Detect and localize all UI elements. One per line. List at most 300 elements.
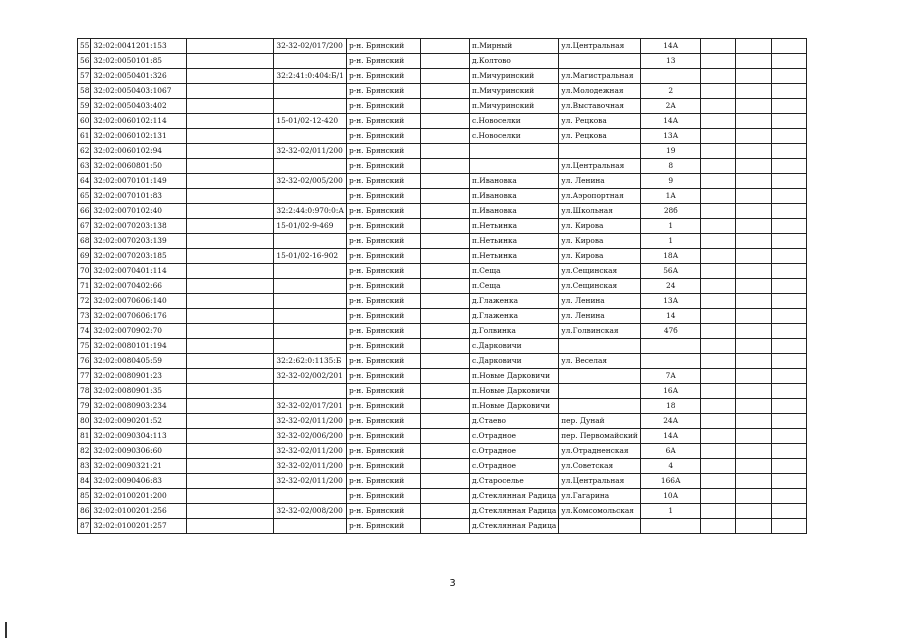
cell-empty-cell <box>420 429 469 444</box>
old-number-cell <box>187 264 274 279</box>
cell-empty-cell <box>420 384 469 399</box>
cadastral-number-cell: 32:02:0050101:85 <box>91 54 187 69</box>
street-cell <box>559 519 641 534</box>
cell-extra-1-cell <box>701 39 736 54</box>
settlement-cell: п.Новые Дарковичи <box>469 384 558 399</box>
cell-extra-2-cell <box>736 384 772 399</box>
row-number-cell: 69 <box>78 249 91 264</box>
registration-number-cell <box>274 189 347 204</box>
cell-extra-2-cell <box>736 99 772 114</box>
row-number-cell: 62 <box>78 144 91 159</box>
district-cell: р-н. Брянский <box>346 489 420 504</box>
district-cell: р-н. Брянский <box>346 54 420 69</box>
registration-number-cell <box>274 99 347 114</box>
settlement-cell: п.Ивановка <box>469 174 558 189</box>
settlement-cell: п.Нетьинка <box>469 249 558 264</box>
row-number-cell: 81 <box>78 429 91 444</box>
settlement-cell: д.Колтово <box>469 54 558 69</box>
row-number-cell: 73 <box>78 309 91 324</box>
settlement-cell: п.Мичуринский <box>469 99 558 114</box>
house-number-cell: 8 <box>641 159 701 174</box>
registration-number-cell <box>274 309 347 324</box>
street-cell: ул. Кирова <box>559 219 641 234</box>
cell-extra-1-cell <box>701 144 736 159</box>
cell-extra-3-cell <box>772 69 807 84</box>
row-number-cell: 86 <box>78 504 91 519</box>
cell-extra-2-cell <box>736 519 772 534</box>
old-number-cell <box>187 489 274 504</box>
cell-empty-cell <box>420 474 469 489</box>
district-cell: р-н. Брянский <box>346 84 420 99</box>
scan-edge-mark <box>5 622 7 638</box>
street-cell: ул.Голвинская <box>559 324 641 339</box>
old-number-cell <box>187 369 274 384</box>
table-row <box>78 39 807 54</box>
cadastral-number-cell: 32:02:0090306:60 <box>91 444 187 459</box>
row-number-cell: 75 <box>78 339 91 354</box>
street-cell <box>559 384 641 399</box>
cell-empty-cell <box>420 324 469 339</box>
street-cell: ул. Рецкова <box>559 129 641 144</box>
settlement-cell: с.Новоселки <box>469 129 558 144</box>
settlement-cell: с.Отрадное <box>469 429 558 444</box>
settlement-cell: д.Стеклянная Радица <box>469 489 558 504</box>
row-number-cell: 68 <box>78 234 91 249</box>
row-number-cell: 65 <box>78 189 91 204</box>
cadastral-number-cell: 32:02:0050403:402 <box>91 99 187 114</box>
street-cell: ул.Центральная <box>559 474 641 489</box>
cell-extra-3-cell <box>772 264 807 279</box>
old-number-cell <box>187 144 274 159</box>
cadastral-number-cell: 32:02:0070606:176 <box>91 309 187 324</box>
cell-extra-3-cell <box>772 219 807 234</box>
cell-extra-2-cell <box>736 69 772 84</box>
cell-extra-3-cell <box>772 399 807 414</box>
registration-number-cell: 32-32-02/008/200 <box>274 504 347 519</box>
street-cell: пер. Дунай <box>559 414 641 429</box>
cadastral-number-cell: 32:02:0070606:140 <box>91 294 187 309</box>
registration-number-cell <box>274 519 347 534</box>
cadastral-number-cell: 32:02:0050401:326 <box>91 69 187 84</box>
street-cell: ул.Центральная <box>559 159 641 174</box>
cadastral-number-cell: 32:02:0080101:194 <box>91 339 187 354</box>
district-cell: р-н. Брянский <box>346 264 420 279</box>
cell-extra-1-cell <box>701 369 736 384</box>
house-number-cell: 13А <box>641 294 701 309</box>
district-cell: р-н. Брянский <box>346 459 420 474</box>
settlement-cell: п.Сеща <box>469 279 558 294</box>
registration-number-cell: 32-32-02/011/200 <box>274 474 347 489</box>
cell-extra-2-cell <box>736 39 772 54</box>
cell-extra-2-cell <box>736 339 772 354</box>
cell-extra-3-cell <box>772 129 807 144</box>
table-row <box>78 459 807 474</box>
cadastral-number-cell: 32:02:0060102:131 <box>91 129 187 144</box>
cadastral-number-cell: 32:02:0090201:52 <box>91 414 187 429</box>
table-row <box>78 144 807 159</box>
row-number-cell: 79 <box>78 399 91 414</box>
cadastral-number-cell: 32:02:0060102:94 <box>91 144 187 159</box>
district-cell: р-н. Брянский <box>346 294 420 309</box>
cell-extra-1-cell <box>701 279 736 294</box>
cell-extra-1-cell <box>701 69 736 84</box>
old-number-cell <box>187 84 274 99</box>
cell-extra-1-cell <box>701 444 736 459</box>
cell-empty-cell <box>420 294 469 309</box>
cell-extra-2-cell <box>736 369 772 384</box>
cadastral-number-cell: 32:02:0070402:66 <box>91 279 187 294</box>
cadastral-number-cell: 32:02:0070102:40 <box>91 204 187 219</box>
old-number-cell <box>187 519 274 534</box>
cell-extra-2-cell <box>736 504 772 519</box>
cadastral-number-cell: 32:02:0090406:83 <box>91 474 187 489</box>
cell-extra-2-cell <box>736 444 772 459</box>
old-number-cell <box>187 339 274 354</box>
registration-number-cell: 32-32-02/002/201 <box>274 369 347 384</box>
cadastral-number-cell: 32:02:0050403:1067 <box>91 84 187 99</box>
cell-extra-1-cell <box>701 354 736 369</box>
district-cell: р-н. Брянский <box>346 399 420 414</box>
cell-empty-cell <box>420 519 469 534</box>
row-number-cell: 66 <box>78 204 91 219</box>
old-number-cell <box>187 234 274 249</box>
registration-number-cell: 32-32-02/005/200 <box>274 174 347 189</box>
settlement-cell: д.Глаженка <box>469 309 558 324</box>
cell-extra-3-cell <box>772 234 807 249</box>
cell-extra-2-cell <box>736 159 772 174</box>
table-row <box>78 234 807 249</box>
cell-empty-cell <box>420 489 469 504</box>
cadastral-number-cell: 32:02:0070101:149 <box>91 174 187 189</box>
old-number-cell <box>187 459 274 474</box>
table-row <box>78 114 807 129</box>
cadastral-number-cell: 32:02:0070401:114 <box>91 264 187 279</box>
cell-extra-1-cell <box>701 399 736 414</box>
old-number-cell <box>187 444 274 459</box>
table-row <box>78 294 807 309</box>
cell-extra-3-cell <box>772 444 807 459</box>
cell-extra-2-cell <box>736 309 772 324</box>
settlement-cell: с.Отрадное <box>469 459 558 474</box>
cell-extra-3-cell <box>772 324 807 339</box>
cadastral-number-cell: 32:02:0080901:35 <box>91 384 187 399</box>
old-number-cell <box>187 159 274 174</box>
row-number-cell: 76 <box>78 354 91 369</box>
house-number-cell: 28б <box>641 204 701 219</box>
table-row <box>78 384 807 399</box>
house-number-cell: 14А <box>641 39 701 54</box>
settlement-cell: п.Мичуринский <box>469 69 558 84</box>
registration-number-cell <box>274 339 347 354</box>
cell-empty-cell <box>420 84 469 99</box>
row-number-cell: 78 <box>78 384 91 399</box>
old-number-cell <box>187 54 274 69</box>
settlement-cell <box>469 159 558 174</box>
house-number-cell: 4 <box>641 459 701 474</box>
cell-extra-3-cell <box>772 189 807 204</box>
cell-extra-2-cell <box>736 474 772 489</box>
cell-extra-2-cell <box>736 489 772 504</box>
settlement-cell: д.Стаево <box>469 414 558 429</box>
row-number-cell: 58 <box>78 84 91 99</box>
street-cell: ул.Школьная <box>559 204 641 219</box>
table-row <box>78 324 807 339</box>
table-row <box>78 504 807 519</box>
cell-extra-3-cell <box>772 504 807 519</box>
house-number-cell: 10А <box>641 489 701 504</box>
cadastral-number-cell: 32:02:0080405:59 <box>91 354 187 369</box>
registration-number-cell: 32-32-02/017/200 <box>274 39 347 54</box>
street-cell <box>559 369 641 384</box>
cadastral-number-cell: 32:02:0090321:21 <box>91 459 187 474</box>
district-cell: р-н. Брянский <box>346 504 420 519</box>
cell-empty-cell <box>420 369 469 384</box>
street-cell: ул.Комсомольская <box>559 504 641 519</box>
house-number-cell: 14А <box>641 114 701 129</box>
cadastral-number-cell: 32:02:0080903:234 <box>91 399 187 414</box>
old-number-cell <box>187 504 274 519</box>
cell-extra-3-cell <box>772 339 807 354</box>
registration-number-cell <box>274 54 347 69</box>
house-number-cell: 14А <box>641 429 701 444</box>
house-number-cell: 1А <box>641 189 701 204</box>
old-number-cell <box>187 309 274 324</box>
house-number-cell: 13А <box>641 129 701 144</box>
cell-extra-3-cell <box>772 369 807 384</box>
table-row <box>78 84 807 99</box>
page-number: 3 <box>449 578 456 589</box>
cell-empty-cell <box>420 204 469 219</box>
cell-extra-3-cell <box>772 519 807 534</box>
house-number-cell: 2 <box>641 84 701 99</box>
row-number-cell: 60 <box>78 114 91 129</box>
house-number-cell <box>641 69 701 84</box>
cell-empty-cell <box>420 339 469 354</box>
cell-empty-cell <box>420 129 469 144</box>
table-row <box>78 429 807 444</box>
district-cell: р-н. Брянский <box>346 39 420 54</box>
cell-extra-1-cell <box>701 474 736 489</box>
house-number-cell: 47б <box>641 324 701 339</box>
house-number-cell: 24А <box>641 414 701 429</box>
district-cell: р-н. Брянский <box>346 444 420 459</box>
row-number-cell: 64 <box>78 174 91 189</box>
cell-extra-1-cell <box>701 504 736 519</box>
district-cell: р-н. Брянский <box>346 384 420 399</box>
table-row <box>78 339 807 354</box>
cell-extra-1-cell <box>701 519 736 534</box>
settlement-cell: д.Староселье <box>469 474 558 489</box>
settlement-cell: п.Сеща <box>469 264 558 279</box>
street-cell <box>559 54 641 69</box>
cell-extra-3-cell <box>772 39 807 54</box>
street-cell: пер. Первомайский <box>559 429 641 444</box>
cell-extra-2-cell <box>736 174 772 189</box>
cadastral-number-cell: 32:02:0041201:153 <box>91 39 187 54</box>
cell-extra-3-cell <box>772 354 807 369</box>
cadastral-number-cell: 32:02:0070902:70 <box>91 324 187 339</box>
registration-number-cell <box>274 384 347 399</box>
cell-extra-2-cell <box>736 279 772 294</box>
house-number-cell <box>641 339 701 354</box>
cell-extra-3-cell <box>772 249 807 264</box>
cell-empty-cell <box>420 459 469 474</box>
settlement-cell: п.Ивановка <box>469 189 558 204</box>
table-row <box>78 489 807 504</box>
cadastral-number-cell: 32:02:0080901:23 <box>91 369 187 384</box>
table-row <box>78 54 807 69</box>
old-number-cell <box>187 114 274 129</box>
cell-empty-cell <box>420 189 469 204</box>
table-row <box>78 219 807 234</box>
cell-extra-2-cell <box>736 219 772 234</box>
table-row <box>78 174 807 189</box>
settlement-cell: д.Глаженка <box>469 294 558 309</box>
registration-number-cell <box>274 264 347 279</box>
old-number-cell <box>187 204 274 219</box>
registration-number-cell: 32-32-02/017/201 <box>274 399 347 414</box>
cell-extra-1-cell <box>701 84 736 99</box>
cadastral-number-cell: 32:02:0060102:114 <box>91 114 187 129</box>
district-cell: р-н. Брянский <box>346 429 420 444</box>
row-number-cell: 55 <box>78 39 91 54</box>
cell-extra-3-cell <box>772 414 807 429</box>
row-number-cell: 56 <box>78 54 91 69</box>
old-number-cell <box>187 189 274 204</box>
table-row <box>78 354 807 369</box>
settlement-cell: п.Нетьинка <box>469 219 558 234</box>
table-row <box>78 249 807 264</box>
cell-extra-1-cell <box>701 339 736 354</box>
district-cell: р-н. Брянский <box>346 159 420 174</box>
district-cell: р-н. Брянский <box>346 234 420 249</box>
house-number-cell: 18А <box>641 249 701 264</box>
row-number-cell: 71 <box>78 279 91 294</box>
registration-number-cell <box>274 294 347 309</box>
cell-empty-cell <box>420 144 469 159</box>
old-number-cell <box>187 429 274 444</box>
registration-number-cell: 32:2:44:0:970:0:А <box>274 204 347 219</box>
house-number-cell: 1 <box>641 504 701 519</box>
house-number-cell: 24 <box>641 279 701 294</box>
cell-empty-cell <box>420 354 469 369</box>
district-cell: р-н. Брянский <box>346 174 420 189</box>
street-cell: ул.Гагарина <box>559 489 641 504</box>
cell-extra-1-cell <box>701 54 736 69</box>
old-number-cell <box>187 174 274 189</box>
cell-extra-1-cell <box>701 489 736 504</box>
cell-extra-2-cell <box>736 54 772 69</box>
registration-number-cell <box>274 324 347 339</box>
registration-number-cell: 32-32-02/011/200 <box>274 144 347 159</box>
registration-number-cell: 15-01/02-16-902 <box>274 249 347 264</box>
street-cell: ул.Центральная <box>559 39 641 54</box>
table-row <box>78 369 807 384</box>
cell-extra-1-cell <box>701 294 736 309</box>
settlement-cell: п.Новые Дарковичи <box>469 369 558 384</box>
district-cell: р-н. Брянский <box>346 309 420 324</box>
row-number-cell: 87 <box>78 519 91 534</box>
table-row <box>78 264 807 279</box>
table-row <box>78 414 807 429</box>
cell-extra-3-cell <box>772 159 807 174</box>
street-cell <box>559 399 641 414</box>
row-number-cell: 74 <box>78 324 91 339</box>
registration-number-cell: 32-32-02/011/200 <box>274 459 347 474</box>
settlement-cell: д.Стеклянная Радица <box>469 519 558 534</box>
cell-extra-3-cell <box>772 174 807 189</box>
row-number-cell: 82 <box>78 444 91 459</box>
registration-number-cell: 32-32-02/006/200 <box>274 429 347 444</box>
district-cell: р-н. Брянский <box>346 519 420 534</box>
registration-number-cell: 32-32-02/011/200 <box>274 444 347 459</box>
cell-extra-3-cell <box>772 384 807 399</box>
district-cell: р-н. Брянский <box>346 354 420 369</box>
house-number-cell: 166А <box>641 474 701 489</box>
cell-extra-2-cell <box>736 129 772 144</box>
cell-extra-3-cell <box>772 429 807 444</box>
cell-extra-1-cell <box>701 219 736 234</box>
house-number-cell: 14 <box>641 309 701 324</box>
district-cell: р-н. Брянский <box>346 114 420 129</box>
row-number-cell: 72 <box>78 294 91 309</box>
cell-empty-cell <box>420 114 469 129</box>
table-row <box>78 399 807 414</box>
old-number-cell <box>187 384 274 399</box>
cell-extra-2-cell <box>736 324 772 339</box>
street-cell: ул.Советская <box>559 459 641 474</box>
registration-number-cell: 32-32-02/011/200 <box>274 414 347 429</box>
cadastral-number-cell: 32:02:0070203:139 <box>91 234 187 249</box>
cell-empty-cell <box>420 174 469 189</box>
cell-extra-3-cell <box>772 84 807 99</box>
old-number-cell <box>187 354 274 369</box>
cell-empty-cell <box>420 264 469 279</box>
table-row <box>78 474 807 489</box>
cell-extra-2-cell <box>736 414 772 429</box>
old-number-cell <box>187 279 274 294</box>
cell-empty-cell <box>420 99 469 114</box>
street-cell: ул. Ленина <box>559 294 641 309</box>
district-cell: р-н. Брянский <box>346 474 420 489</box>
house-number-cell: 16А <box>641 384 701 399</box>
cell-extra-2-cell <box>736 189 772 204</box>
cell-extra-1-cell <box>701 189 736 204</box>
cadastral-number-cell: 32:02:0100201:257 <box>91 519 187 534</box>
old-number-cell <box>187 249 274 264</box>
cadastral-number-cell: 32:02:0070203:185 <box>91 249 187 264</box>
district-cell: р-н. Брянский <box>346 219 420 234</box>
cell-extra-2-cell <box>736 429 772 444</box>
registration-number-cell: 15-01/02-12-420 <box>274 114 347 129</box>
registration-number-cell <box>274 234 347 249</box>
cell-extra-2-cell <box>736 459 772 474</box>
cell-empty-cell <box>420 399 469 414</box>
house-number-cell: 7А <box>641 369 701 384</box>
row-number-cell: 61 <box>78 129 91 144</box>
table-row <box>78 519 807 534</box>
settlement-cell: с.Новоселки <box>469 114 558 129</box>
street-cell <box>559 144 641 159</box>
cell-extra-3-cell <box>772 474 807 489</box>
street-cell: ул.Сещинская <box>559 279 641 294</box>
old-number-cell <box>187 99 274 114</box>
old-number-cell <box>187 69 274 84</box>
cell-extra-1-cell <box>701 159 736 174</box>
row-number-cell: 84 <box>78 474 91 489</box>
cadastral-number-cell: 32:02:0060801:50 <box>91 159 187 174</box>
district-cell: р-н. Брянский <box>346 279 420 294</box>
